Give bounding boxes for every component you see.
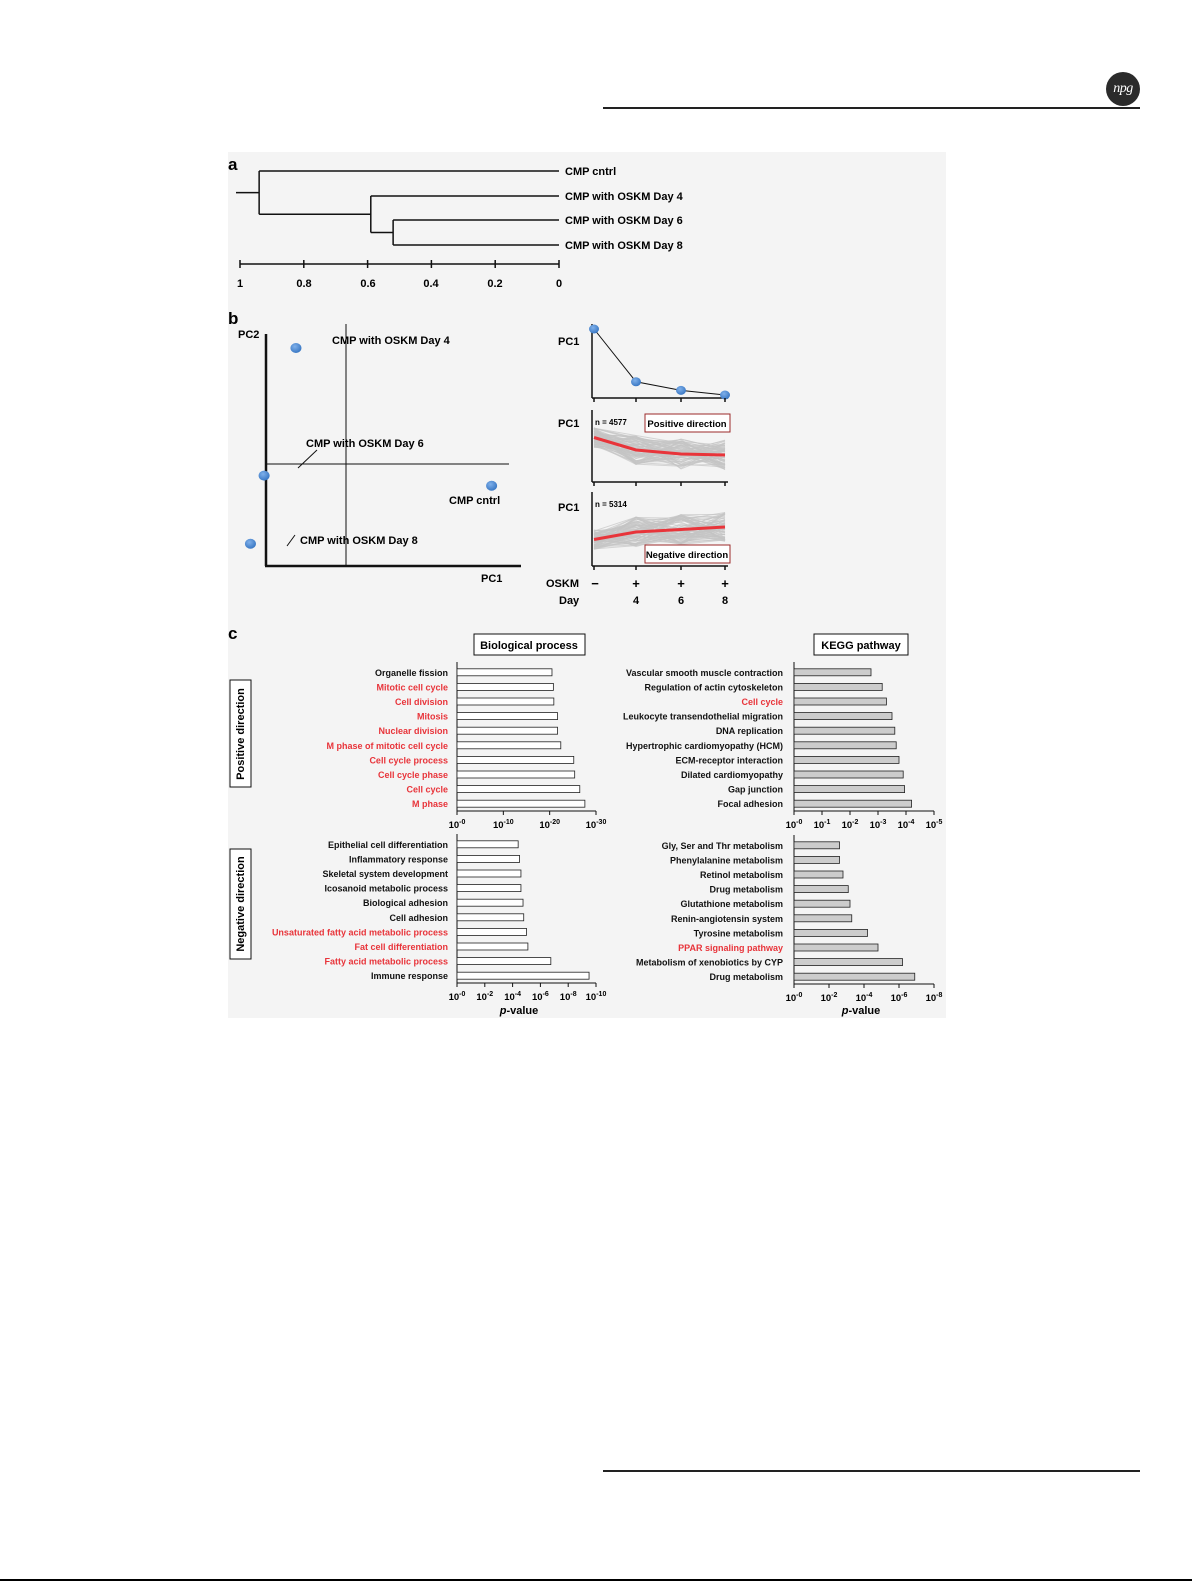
- tick-exponent: -0: [796, 819, 803, 826]
- bar-chart: [272, 834, 607, 1003]
- positive-side-label: Positive direction: [235, 688, 247, 780]
- bar-category-label: Nuclear division: [378, 726, 448, 737]
- bar: [794, 742, 896, 749]
- dendrogram-leaf-label: CMP with OSKM Day 6: [565, 215, 683, 227]
- tick-exponent: -6: [901, 992, 908, 999]
- bar-x-tick-label: [476, 991, 493, 1003]
- tick-base: 10: [476, 992, 487, 1003]
- tick-exponent: -5: [936, 819, 943, 826]
- tick-base: 10: [841, 820, 853, 831]
- pc1-label: PC1: [558, 502, 580, 514]
- bar: [457, 786, 580, 793]
- bar-category-label: Tyrosine metabolism: [693, 928, 783, 939]
- bar-x-tick-label: [786, 992, 803, 1004]
- figure-svg: [228, 152, 946, 1018]
- tick-exponent: -8: [936, 992, 943, 999]
- tick-base: 10: [531, 992, 543, 1003]
- pca-leader-line: [298, 450, 317, 468]
- pca-plot: [238, 324, 521, 585]
- pca-leader-line: [287, 535, 295, 546]
- bar-x-tick-label: [898, 819, 915, 831]
- dendrogram-tick-label: 0.2: [487, 278, 503, 290]
- dendrogram-axis: [237, 260, 562, 290]
- bar-category-label: Mitotic cell cycle: [376, 682, 448, 693]
- kegg-title: KEGG pathway: [821, 640, 901, 652]
- bar: [457, 800, 585, 807]
- bar: [457, 899, 523, 906]
- tick-base: 10: [585, 820, 597, 831]
- positive-n-count: n = 4577: [595, 418, 627, 427]
- bar-category-label: Leukocyte transendothelial migration: [622, 711, 783, 722]
- tick-exponent: -10: [503, 819, 514, 826]
- bar: [794, 944, 878, 951]
- bar: [794, 959, 903, 966]
- figure-panel: [228, 152, 946, 1018]
- page-bottom-border: [0, 1579, 1192, 1581]
- tick-exponent: -2: [831, 992, 838, 999]
- tick-exponent: -4: [866, 992, 873, 999]
- bar-x-tick-label: [891, 992, 908, 1004]
- bar-category-label: Drug metabolism: [709, 972, 783, 983]
- tick-exponent: -30: [596, 819, 607, 826]
- bar-category-label: Cell division: [394, 697, 448, 707]
- bar-category-label: Biological adhesion: [362, 898, 448, 909]
- tick-base: 10: [820, 993, 832, 1004]
- bar-category-label: Gly, Ser and Thr metabolism: [661, 840, 783, 851]
- bp-xlabel-italic: p: [499, 1005, 507, 1017]
- bar-category-label: Cell cycle process: [369, 755, 448, 766]
- bar: [794, 800, 912, 807]
- bar-category-label: Phenylalanine metabolism: [669, 855, 783, 866]
- tick-base: 10: [785, 820, 797, 831]
- oskm-value: −: [591, 576, 599, 591]
- bar-x-tick-label: [842, 819, 859, 831]
- bp-xlabel: [499, 1005, 539, 1017]
- bar: [794, 698, 886, 705]
- bar: [457, 885, 521, 892]
- bar-category-label: Mitosis: [416, 711, 448, 722]
- dendrogram-leaf-label: CMP with OSKM Day 8: [565, 240, 683, 252]
- bar: [457, 958, 551, 965]
- tick-exponent: -0: [459, 991, 466, 998]
- oskm-value: +: [677, 576, 685, 591]
- bar-x-tick-label: [786, 819, 803, 831]
- bar: [457, 943, 528, 950]
- pc1-label: PC1: [558, 418, 580, 430]
- bar: [457, 771, 575, 778]
- bar-category-label: Epithelial cell differentiation: [327, 839, 448, 850]
- bar-category-label: Cell cycle: [741, 697, 783, 707]
- panel-b-label: b: [228, 309, 239, 328]
- bar-category-label: Renin-angiotensin system: [670, 913, 783, 924]
- dendrogram-leaf-label: CMP cntrl: [565, 166, 617, 178]
- tick-base: 10: [492, 820, 504, 831]
- panel-a-label: a: [228, 155, 238, 174]
- bar: [794, 727, 895, 734]
- pc1-mean-line: [589, 325, 730, 400]
- enrichment-bar-charts: [272, 662, 943, 1004]
- dendrogram-tick-label: 0.4: [423, 278, 439, 290]
- bar-category-label: Dilated cardiomyopathy: [680, 770, 783, 780]
- bar: [794, 683, 882, 690]
- bar: [457, 727, 558, 734]
- bar-category-label: Cell cycle: [406, 784, 448, 795]
- tick-exponent: -10: [596, 991, 607, 998]
- bar-category-label: Immune response: [370, 971, 448, 982]
- kegg-xlabel-rest: -value: [848, 1005, 881, 1017]
- pca-point-label: CMP with OSKM Day 8: [300, 535, 418, 547]
- dendrogram-tick-label: 0: [555, 278, 563, 290]
- bar: [794, 756, 899, 763]
- dendrogram-tick-label: 0.8: [296, 278, 312, 290]
- pca-point: [259, 471, 270, 481]
- negative-direction-label: Negative direction: [645, 550, 729, 561]
- bar: [794, 856, 840, 863]
- bar-category-label: Organelle fission: [374, 667, 448, 678]
- bar-x-tick-label: [926, 819, 943, 831]
- tick-exponent: -2: [852, 819, 859, 826]
- bar: [457, 669, 552, 676]
- bar-category-label: Cell adhesion: [389, 912, 448, 923]
- tick-base: 10: [897, 820, 909, 831]
- bar-category-label: Inflammatory response: [348, 854, 448, 865]
- tick-exponent: -2: [486, 991, 494, 998]
- bar-x-tick-label: [504, 991, 521, 1003]
- bar-x-tick-label: [586, 819, 607, 831]
- bar: [457, 742, 561, 749]
- tick-base: 10: [785, 993, 797, 1004]
- bar-category-label: ECM-receptor interaction: [675, 755, 783, 766]
- pc1-point: [631, 377, 641, 386]
- bar-category-label: M phase of mitotic cell cycle: [326, 740, 448, 751]
- bar-category-label: PPAR signaling pathway: [678, 943, 783, 953]
- npg-logo: npg: [1106, 72, 1140, 106]
- bar-category-label: Glutathione metabolism: [680, 899, 783, 910]
- bar: [794, 886, 848, 893]
- bar-category-label: Vascular smooth muscle contraction: [625, 667, 783, 678]
- tick-base: 10: [869, 820, 881, 831]
- pc1-line: [594, 329, 725, 395]
- bar-category-label: Hypertrophic cardiomyopathy (HCM): [625, 740, 783, 751]
- bar: [457, 928, 527, 935]
- tick-base: 10: [539, 820, 550, 831]
- bar-x-tick-label: [539, 819, 560, 831]
- bar-x-tick-label: [449, 819, 466, 831]
- bar-category-label: Focal adhesion: [717, 799, 783, 810]
- tick-base: 10: [448, 992, 460, 1003]
- bar: [457, 870, 521, 877]
- bar-category-label: DNA replication: [715, 726, 783, 737]
- bar: [457, 914, 524, 921]
- bar-category-label: Drug metabolism: [709, 884, 783, 895]
- bar: [794, 929, 868, 936]
- bar-x-tick-label: [821, 992, 838, 1004]
- oskm-value: +: [632, 576, 640, 591]
- bar-category-label: M phase: [411, 799, 448, 810]
- bar-chart: [326, 662, 606, 831]
- bp-title: Biological process: [480, 640, 578, 652]
- dendrogram-tick-label: 0.6: [360, 278, 376, 290]
- bar: [457, 841, 518, 848]
- negative-n-count: n = 5314: [595, 500, 627, 509]
- bar: [457, 756, 574, 763]
- bar: [794, 973, 915, 980]
- bar-x-tick-label: [814, 819, 831, 831]
- bar: [457, 683, 553, 690]
- bar-x-tick-label: [856, 992, 873, 1004]
- tick-base: 10: [585, 992, 597, 1003]
- bar-category-label: Skeletal system development: [322, 869, 448, 879]
- tick-base: 10: [925, 820, 937, 831]
- tick-base: 10: [890, 993, 902, 1004]
- bar-x-tick-label: [532, 991, 549, 1003]
- dendrogram-leaf-label: CMP with OSKM Day 4: [565, 191, 683, 203]
- tick-exponent: -1: [824, 819, 831, 826]
- bar: [457, 713, 558, 720]
- pca-y-label: PC2: [238, 329, 260, 341]
- bar: [794, 786, 905, 793]
- tick-exponent: -6: [542, 991, 549, 998]
- tick-exponent: -8: [570, 991, 577, 998]
- tick-base: 10: [855, 993, 867, 1004]
- bar: [794, 669, 871, 676]
- day-value: 6: [677, 595, 685, 607]
- bar-x-tick-label: [586, 991, 607, 1003]
- bar: [794, 915, 852, 922]
- oskm-value: +: [721, 576, 729, 591]
- bar-x-tick-label: [560, 991, 577, 1003]
- bar-x-tick-label: [493, 819, 514, 831]
- bar-category-label: Retinol metabolism: [699, 870, 783, 880]
- day-value: 4: [632, 595, 640, 607]
- bar-x-tick-label: [870, 819, 887, 831]
- oskm-row-label: OSKM: [546, 578, 579, 590]
- bar: [794, 871, 843, 878]
- pca-point: [245, 539, 256, 549]
- tick-base: 10: [925, 993, 937, 1004]
- negative-trajectory-bundle: [594, 512, 725, 549]
- pca-point-label: CMP with OSKM Day 6: [306, 438, 424, 450]
- panel-c-label: c: [228, 624, 238, 643]
- bar: [457, 972, 589, 979]
- tick-base: 10: [813, 820, 825, 831]
- bar: [794, 771, 903, 778]
- tick-base: 10: [504, 992, 515, 1003]
- tick-base: 10: [448, 820, 460, 831]
- bar: [794, 842, 840, 849]
- bar-category-label: Cell cycle phase: [377, 770, 448, 780]
- bar-category-label: Metabolism of xenobiotics by CYP: [635, 957, 783, 968]
- bar-category-label: Icosanoid metabolic process: [324, 883, 448, 894]
- bar-chart: [636, 835, 943, 1004]
- dendrogram-tick-label: 1: [236, 278, 244, 290]
- kegg-xlabel-italic: p: [841, 1005, 849, 1017]
- pca-point-label: CMP with OSKM Day 4: [332, 335, 450, 347]
- bar-chart: [623, 662, 943, 831]
- bar: [457, 698, 554, 705]
- tick-exponent: -20: [549, 819, 561, 826]
- dendrogram: [236, 171, 559, 245]
- pca-point: [486, 481, 497, 491]
- positive-direction-label: Positive direction: [647, 419, 727, 430]
- bar: [794, 900, 850, 907]
- bar-category-label: Regulation of actin cytoskeleton: [644, 682, 783, 693]
- pca-point: [290, 343, 301, 353]
- tick-exponent: -4: [908, 819, 915, 826]
- dendrogram-leaf-labels: [565, 166, 684, 252]
- negative-side-label: Negative direction: [235, 856, 247, 952]
- pc1-trajectory-plots: [546, 324, 730, 607]
- bar-x-tick-label: [926, 992, 943, 1004]
- day-value: 8: [721, 595, 729, 607]
- bp-xlabel-rest: -value: [506, 1005, 539, 1017]
- tick-exponent: -0: [459, 819, 466, 826]
- pc1-point: [589, 325, 599, 334]
- bar-category-label: Fatty acid metabolic process: [324, 956, 448, 967]
- bar: [457, 855, 520, 862]
- tick-base: 10: [559, 992, 571, 1003]
- pca-x-label: PC1: [481, 573, 503, 585]
- bar: [794, 713, 892, 720]
- header-rule: [603, 107, 1140, 109]
- tick-exponent: -4: [514, 991, 522, 998]
- pc1-label: PC1: [558, 336, 580, 348]
- pc1-point: [676, 386, 686, 395]
- pca-point-label: CMP cntrl: [449, 495, 501, 507]
- footer-rule: [603, 1470, 1140, 1472]
- kegg-xlabel: [841, 1005, 881, 1017]
- bar-x-tick-label: [449, 991, 466, 1003]
- bar-category-label: Fat cell differentiation: [354, 942, 448, 952]
- tick-exponent: -3: [880, 819, 887, 826]
- tick-exponent: -0: [796, 992, 803, 999]
- day-row-label: Day: [559, 595, 580, 607]
- bar-category-label: Unsaturated fatty acid metabolic process: [271, 927, 448, 938]
- positive-trajectory-bundle: [594, 428, 725, 470]
- bar-category-label: Gap junction: [728, 784, 783, 795]
